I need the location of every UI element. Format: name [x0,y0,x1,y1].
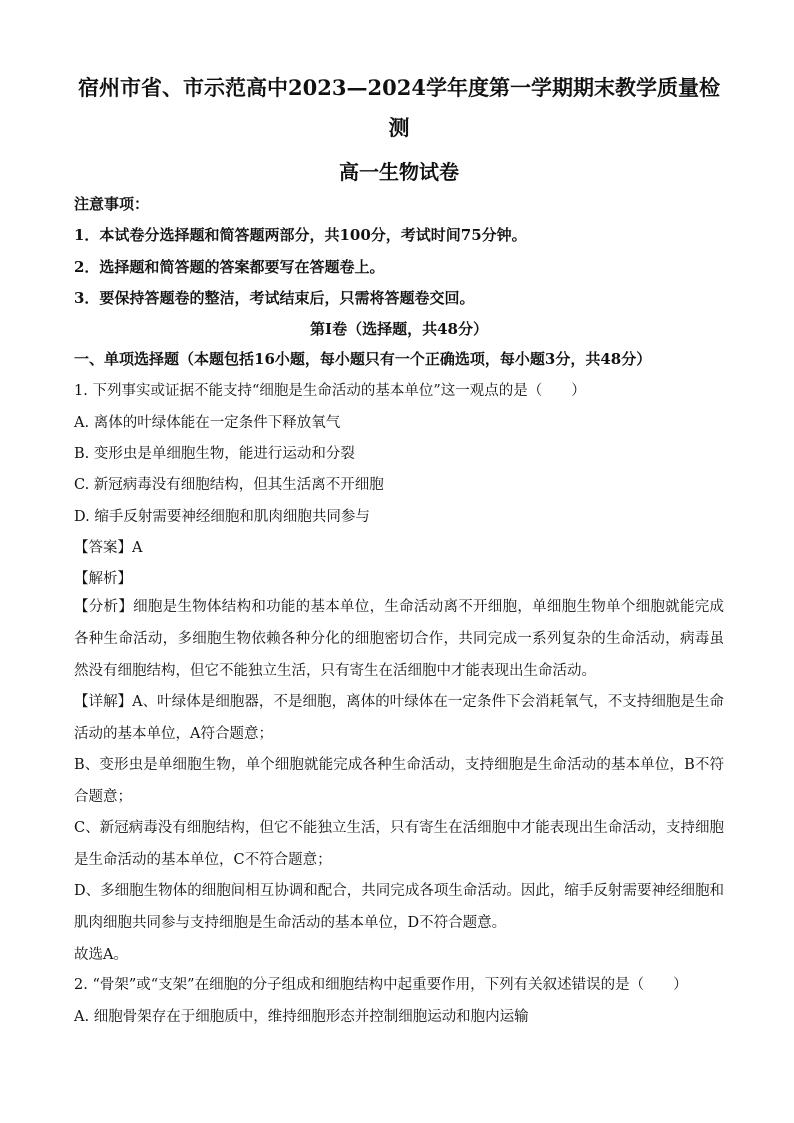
notice-heading: 注意事项： [74,195,150,213]
option-d: D. 缩手反射需要神经细胞和肌肉细胞共同参与 [74,509,370,525]
detail-d-paragraph: D、多细胞生物体的细胞间相互协调和配合，共同完成各项生命活动。因此，缩手反射需要神经细胞和肌肉细胞共同参与支持细胞是生命活动的基本单位，D不符合题意。 [74,883,724,931]
section-heading: 一、单项选择题（本题包括16小题，每小题只有一个正确选项，每小题3分，共48分） [74,350,652,368]
question-stem: 1. 下列事实或证据不能支持“细胞是生命活动的基本单位”这一观点的是（ ） [74,383,586,399]
option-c: C. 新冠病毒没有细胞结构，但其生活离不开细胞 [74,477,384,493]
question-stem: 2. “骨架”或“支架”在细胞的分子组成和细胞结构中起重要作用，下列有关叙述错误的是（ ） [74,977,688,993]
detail-b-paragraph: B、变形虫是单细胞生物，单个细胞就能完成各种生命活动，支持细胞是生命活动的基本单位，B不符合题意； [74,757,724,805]
option-b: B. 变形虫是单细胞生物，能进行运动和分裂 [74,446,355,462]
option-a: A. 细胞骨架存在于细胞质中，维持细胞形态并控制细胞运动和胞内运输 [74,1009,529,1025]
conclusion-line: 故选A。 [74,947,128,963]
detail-c-paragraph: C、新冠病毒没有细胞结构，但它不能独立生活，只有寄生在活细胞中才能表现出生命活动，支持细胞是生命活动的基本单位，C不符合题意； [74,820,724,868]
notice-item: 3．要保持答题卷的整洁，考试结束后，只需将答题卷交回。 [74,289,475,307]
detail-a-paragraph: 【详解】A、叶绿体是细胞器，不是细胞，离体的叶绿体在一定条件下会消耗氧气，不支持细胞是生命活动的基本单位，A符合题意； [74,694,724,742]
notice-item: 2．选择题和简答题的答案都要写在答题卷上。 [74,258,385,276]
notice-item: 1．本试卷分选择题和简答题两部分，共100分，考试时间75分钟。 [74,226,527,244]
exam-subtitle: 高一生物试卷 [339,160,459,184]
option-a: A. 离体的叶绿体能在一定条件下释放氧气 [74,415,341,431]
exam-title-continued: 测 [388,115,410,140]
part-title: 第Ⅰ卷（选择题，共48分） [310,320,488,338]
answer-line: 【答案】A [74,540,143,556]
exam-title: 宿州市省、市示范高中2023—2024学年度第一学期期末教学质量检 [78,75,720,100]
analysis-paragraph: 【分析】细胞是生物体结构和功能的基本单位，生命活动离不开细胞，单细胞生物单个细胞就能完成各种生命活动，多细胞生物依赖各种分化的细胞密切合作，共同完成一系列复杂的生命活动，病毒虽然没有细胞结构，但它不能独立生活，只有寄生在活细胞中才能表现出生命活动。 [74,599,724,679]
analysis-label: 【解析】 [74,571,132,587]
